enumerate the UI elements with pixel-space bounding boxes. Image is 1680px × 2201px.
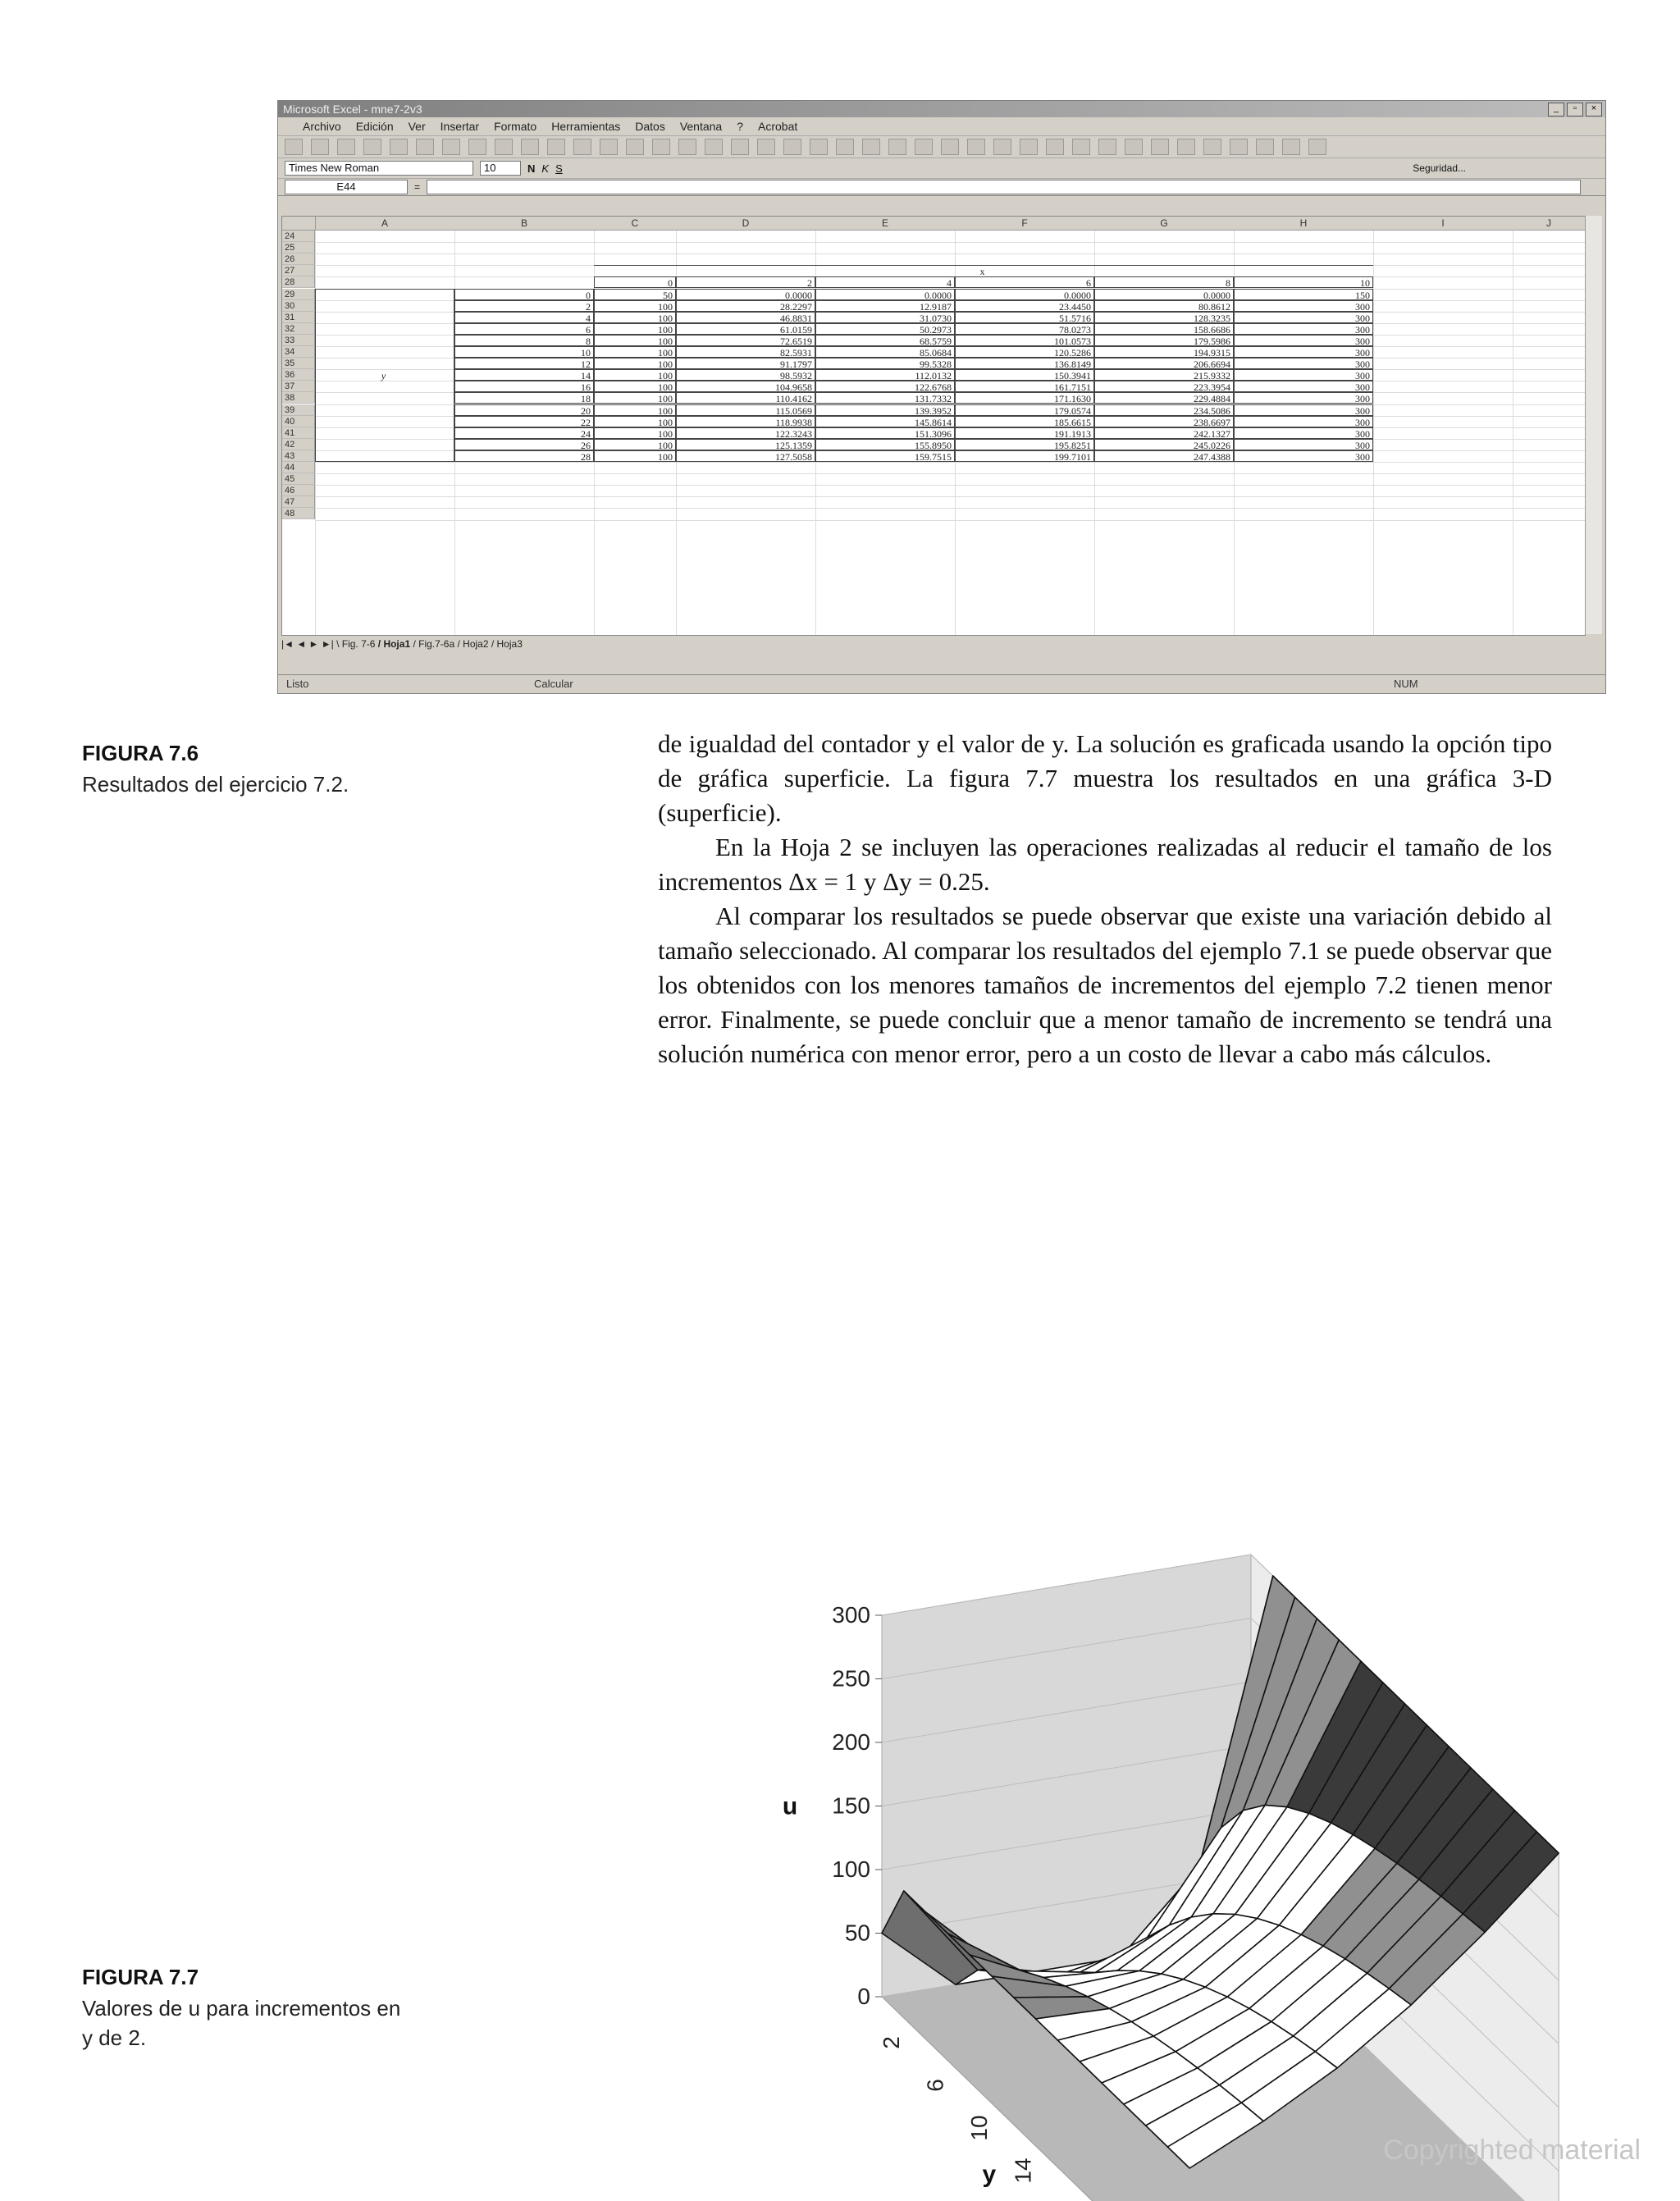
data-cell[interactable]: 112.0132 (815, 369, 955, 381)
data-cell[interactable]: 300 (1234, 404, 1373, 416)
toolbar-button[interactable] (1098, 139, 1116, 155)
toolbar-button[interactable] (783, 139, 801, 155)
status-num: NUM (1394, 678, 1418, 690)
row-header[interactable]: 48 (282, 508, 315, 519)
data-cell[interactable]: 242.1327 (1094, 427, 1234, 439)
menu-item[interactable]: Ver (408, 120, 426, 133)
sheet-tab[interactable]: / Hoja2 (454, 638, 489, 650)
data-cell[interactable]: 28.2297 (676, 300, 815, 312)
toolbar-button[interactable] (705, 139, 723, 155)
column-header[interactable]: C (594, 217, 677, 231)
data-cell[interactable]: 80.8612 (1094, 300, 1234, 312)
column-header[interactable]: H (1234, 217, 1374, 231)
data-cell[interactable]: 195.8251 (955, 439, 1094, 450)
toolbar-button[interactable] (1256, 139, 1274, 155)
toolbar-button[interactable] (337, 139, 355, 155)
data-cell[interactable]: 100 (594, 369, 676, 381)
z-tick-label: 0 (857, 1984, 870, 2009)
data-cell[interactable]: 100 (594, 439, 676, 450)
toolbar-button[interactable] (862, 139, 880, 155)
select-all-corner[interactable] (282, 217, 316, 231)
data-cell[interactable]: 145.8614 (815, 416, 955, 427)
row-header[interactable]: 34 (282, 346, 315, 358)
figure-7-6-label: FIGURA 7.6 (82, 741, 199, 765)
data-cell[interactable]: 215.9332 (1094, 369, 1234, 381)
toolbar-button[interactable] (1230, 139, 1248, 155)
data-cell[interactable]: 100 (594, 312, 676, 323)
paragraph-1: de igualdad del contador y el valor de y. La solución es graficada usando la opción tipo de gráfica superficie. La figura 7.7 muestra los resultados en una gráfica 3-D (superficie). (658, 729, 1552, 827)
format-toolbar (278, 158, 1605, 179)
row-header[interactable]: 46 (282, 485, 315, 496)
data-cell[interactable]: 161.7151 (955, 381, 1094, 392)
z-tick-label: 250 (832, 1665, 870, 1692)
toolbar-button[interactable] (1046, 139, 1064, 155)
data-cell[interactable]: 139.3952 (815, 404, 955, 416)
row-header[interactable]: 24 (282, 231, 315, 242)
y-value-cell[interactable]: 28 (454, 450, 594, 462)
z-tick-label: 300 (832, 1602, 870, 1628)
toolbar-button[interactable] (311, 139, 329, 155)
data-cell[interactable]: 51.5716 (955, 312, 1094, 323)
y-value-cell[interactable]: 10 (454, 346, 594, 358)
status-bar (278, 674, 1605, 693)
toolbar-button[interactable] (468, 139, 486, 155)
sheet-nav-arrows[interactable]: |◄ ◄ ► ►| (281, 638, 337, 650)
data-cell[interactable]: 46.8831 (676, 312, 815, 323)
toolbar-button[interactable] (285, 139, 303, 155)
y-axis-label: y (982, 2161, 997, 2188)
data-cell[interactable]: 300 (1234, 335, 1373, 346)
sheet-tabs (281, 636, 1584, 652)
y-value-cell[interactable]: 4 (454, 312, 594, 323)
row-header[interactable]: 35 (282, 358, 315, 369)
row-header[interactable]: 37 (282, 381, 315, 392)
data-cell[interactable]: 150.3941 (955, 369, 1094, 381)
row-header[interactable]: 36 (282, 369, 315, 381)
y-value-cell[interactable]: 26 (454, 439, 594, 450)
spreadsheet-grid[interactable] (281, 216, 1586, 636)
data-cell[interactable]: 150 (1234, 289, 1373, 300)
data-cell[interactable]: 155.8950 (815, 439, 955, 450)
toolbar-button[interactable] (1125, 139, 1143, 155)
data-cell[interactable]: 300 (1234, 358, 1373, 369)
data-cell[interactable]: 91.1797 (676, 358, 815, 369)
data-cell[interactable]: 223.3954 (1094, 381, 1234, 392)
data-cell[interactable]: 151.3096 (815, 427, 955, 439)
data-cell[interactable]: 191.1913 (955, 427, 1094, 439)
table-x-label: x (594, 265, 1373, 276)
y-value-cell[interactable]: 20 (454, 404, 594, 416)
toolbar-button[interactable] (993, 139, 1011, 155)
formula-input[interactable] (427, 180, 1581, 194)
excel-window-title: Microsoft Excel - mne7-2v3 (283, 103, 422, 116)
excel-screenshot (277, 100, 1606, 694)
data-cell[interactable]: 61.0159 (676, 323, 815, 335)
y-tick-label: 14 (1010, 2158, 1036, 2184)
data-cell[interactable]: 100 (594, 416, 676, 427)
y-value-cell[interactable]: 2 (454, 300, 594, 312)
row-header[interactable]: 47 (282, 496, 315, 508)
row-header[interactable]: 45 (282, 473, 315, 485)
data-cell[interactable]: 159.7515 (815, 450, 955, 462)
data-cell[interactable]: 300 (1234, 392, 1373, 404)
column-header[interactable]: A (315, 217, 455, 231)
data-cell[interactable]: 72.6519 (676, 335, 815, 346)
figure-7-7-label: FIGURA 7.7 (82, 1965, 199, 1989)
row-header[interactable]: 31 (282, 312, 315, 323)
z-tick-label: 200 (832, 1729, 870, 1755)
vertical-scrollbar[interactable] (1585, 216, 1602, 634)
row-header[interactable]: 26 (282, 253, 315, 265)
toolbar-button[interactable] (731, 139, 749, 155)
data-cell[interactable]: 100 (594, 346, 676, 358)
data-cell[interactable]: 110.4162 (676, 392, 815, 404)
row-gridline (315, 496, 1585, 497)
data-cell[interactable]: 206.6694 (1094, 358, 1234, 369)
data-cell[interactable]: 50.2973 (815, 323, 955, 335)
toolbar-button[interactable] (1151, 139, 1169, 155)
toolbar-button[interactable] (836, 139, 854, 155)
bold-button[interactable]: N (527, 162, 536, 175)
data-cell[interactable]: 100 (594, 323, 676, 335)
menu-item[interactable]: Ventana (679, 120, 723, 133)
toolbar-button[interactable] (495, 139, 513, 155)
menu-item[interactable]: Insertar (440, 120, 480, 133)
row-header[interactable]: 32 (282, 323, 315, 335)
data-cell[interactable]: 0.0000 (955, 289, 1094, 300)
excel-title-bar (278, 101, 1605, 117)
status-calculate: Calcular (534, 678, 573, 690)
data-cell[interactable]: 100 (594, 358, 676, 369)
column-header[interactable]: I (1373, 217, 1513, 231)
data-cell[interactable]: 101.0573 (955, 335, 1094, 346)
data-cell[interactable]: 158.6686 (1094, 323, 1234, 335)
data-cell[interactable]: 85.0684 (815, 346, 955, 358)
row-header[interactable]: 29 (282, 289, 315, 300)
toolbar-button[interactable] (1072, 139, 1090, 155)
data-cell[interactable]: 100 (594, 404, 676, 416)
toolbar-button[interactable] (626, 139, 644, 155)
row-header[interactable]: 27 (282, 265, 315, 276)
data-cell[interactable]: 82.5931 (676, 346, 815, 358)
data-cell[interactable]: 100 (594, 381, 676, 392)
column-header[interactable]: E (815, 217, 956, 231)
menu-item[interactable]: Acrobat (758, 120, 798, 133)
font-name-select[interactable]: Times New Roman (285, 161, 473, 176)
toolbar-button[interactable] (652, 139, 670, 155)
data-cell[interactable]: 31.0730 (815, 312, 955, 323)
security-button[interactable]: Seguridad... (1413, 162, 1466, 174)
data-cell[interactable]: 300 (1234, 450, 1373, 462)
row-header[interactable]: 42 (282, 439, 315, 450)
data-cell[interactable]: 122.6768 (815, 381, 955, 392)
copyright-notice: Copyrighted material (1383, 2135, 1641, 2166)
data-cell[interactable]: 300 (1234, 416, 1373, 427)
sheet-tab[interactable]: \ Fig. 7-6 (336, 638, 376, 650)
status-ready: Listo (286, 678, 309, 690)
x-header-cell[interactable]: 6 (955, 276, 1094, 288)
y-tick-label: 2 (878, 2036, 904, 2049)
data-cell[interactable]: 171.1630 (955, 392, 1094, 404)
data-cell[interactable]: 234.5086 (1094, 404, 1234, 416)
data-cell[interactable]: 120.5286 (955, 346, 1094, 358)
body-text (658, 727, 1552, 1071)
menu-item[interactable]: Archivo (303, 120, 341, 133)
x-header-cell[interactable]: 4 (815, 276, 955, 288)
z-axis-label: u (782, 1792, 798, 1820)
toolbar-button[interactable] (1177, 139, 1195, 155)
row-header[interactable]: 33 (282, 335, 315, 346)
data-cell[interactable]: 100 (594, 392, 676, 404)
minimize-icon[interactable]: _ (1548, 103, 1564, 116)
formula-equals[interactable]: = (414, 181, 421, 193)
data-cell[interactable]: 100 (594, 450, 676, 462)
toolbar-button[interactable] (941, 139, 959, 155)
row-header[interactable]: 40 (282, 416, 315, 427)
row-header[interactable]: 44 (282, 462, 315, 473)
row-header[interactable]: 25 (282, 242, 315, 253)
y-value-cell[interactable]: 12 (454, 358, 594, 369)
column-header[interactable]: F (955, 217, 1095, 231)
figure-7-7-caption-line1: Valores de u para incrementos en (82, 1996, 401, 2021)
figure-7-7-caption-line2: y de 2. (82, 2025, 147, 2050)
data-cell[interactable]: 300 (1234, 381, 1373, 392)
data-cell[interactable]: 136.8149 (955, 358, 1094, 369)
data-cell[interactable]: 247.4388 (1094, 450, 1234, 462)
data-cell[interactable]: 300 (1234, 300, 1373, 312)
data-cell[interactable]: 245.0226 (1094, 439, 1234, 450)
sheet-tab[interactable]: / Hoja3 (488, 638, 523, 650)
x-header-cell[interactable]: 2 (676, 276, 815, 288)
data-cell[interactable]: 122.3243 (676, 427, 815, 439)
y-tick-label: 6 (922, 2079, 948, 2092)
x-header-cell[interactable]: 0 (594, 276, 676, 288)
column-header[interactable]: G (1094, 217, 1235, 231)
data-cell[interactable]: 0.0000 (815, 289, 955, 300)
row-gridline (315, 508, 1585, 509)
data-cell[interactable]: 128.3235 (1094, 312, 1234, 323)
toolbar-button[interactable] (1203, 139, 1221, 155)
data-cell[interactable]: 104.9658 (676, 381, 815, 392)
y-value-cell[interactable]: 24 (454, 427, 594, 439)
excel-menu-bar (278, 117, 1605, 136)
data-cell[interactable]: 78.0273 (955, 323, 1094, 335)
data-cell[interactable]: 100 (594, 300, 676, 312)
y-value-cell[interactable]: 0 (454, 289, 594, 300)
y-value-cell[interactable]: 6 (454, 323, 594, 335)
data-cell[interactable]: 12.9187 (815, 300, 955, 312)
row-header[interactable]: 28 (282, 276, 315, 288)
data-cell[interactable]: 300 (1234, 427, 1373, 439)
formula-bar (278, 179, 1605, 196)
row-gridline (315, 253, 1585, 254)
toolbar-button[interactable] (1308, 139, 1326, 155)
data-cell[interactable]: 300 (1234, 369, 1373, 381)
data-cell[interactable]: 0.0000 (676, 289, 815, 300)
sheet-tab[interactable]: / Fig.7-6a (410, 638, 455, 650)
figure-7-6-caption: Resultados del ejercicio 7.2. (82, 772, 349, 797)
column-header[interactable]: J (1513, 217, 1586, 231)
toolbar-button[interactable] (521, 139, 539, 155)
toolbar-button[interactable] (915, 139, 933, 155)
y-tick-label: 10 (966, 2115, 992, 2141)
underline-button[interactable]: S (555, 162, 563, 175)
sheet-tab[interactable]: / Hoja1 (375, 638, 411, 650)
name-box[interactable]: E44 (285, 180, 408, 194)
toolbar-button[interactable] (390, 139, 408, 155)
row-gridline (315, 242, 1585, 243)
data-cell[interactable]: 100 (594, 427, 676, 439)
standard-toolbar (278, 136, 1605, 158)
data-cell[interactable]: 127.5058 (676, 450, 815, 462)
row-header[interactable]: 39 (282, 404, 315, 416)
toolbar-button[interactable] (1020, 139, 1038, 155)
toolbar-button[interactable] (442, 139, 460, 155)
data-cell[interactable]: 115.0569 (676, 404, 815, 416)
italic-button[interactable]: K (541, 162, 550, 175)
column-gridline (1373, 231, 1374, 635)
data-cell[interactable]: 185.6615 (955, 416, 1094, 427)
data-cell[interactable]: 23.4450 (955, 300, 1094, 312)
data-cell[interactable]: 0.0000 (1094, 289, 1234, 300)
data-cell[interactable]: 50 (594, 289, 676, 300)
x-header-cell[interactable]: 10 (1234, 276, 1373, 288)
toolbar-button[interactable] (600, 139, 618, 155)
toolbar-button[interactable] (967, 139, 985, 155)
menu-item[interactable]: Formato (494, 120, 537, 133)
font-size-select[interactable]: 10 (480, 161, 521, 176)
data-cell[interactable]: 98.5932 (676, 369, 815, 381)
data-cell[interactable]: 100 (594, 335, 676, 346)
z-tick-label: 150 (832, 1792, 870, 1819)
row-header[interactable]: 41 (282, 427, 315, 439)
menu-item[interactable]: ? (737, 120, 744, 133)
data-cell[interactable]: 300 (1234, 439, 1373, 450)
y-value-cell[interactable]: 16 (454, 381, 594, 392)
data-cell[interactable]: 131.7332 (815, 392, 955, 404)
data-cell[interactable]: 300 (1234, 346, 1373, 358)
y-value-cell[interactable]: 14 (454, 369, 594, 381)
toolbar-button[interactable] (678, 139, 696, 155)
data-cell[interactable]: 199.7101 (955, 450, 1094, 462)
data-cell[interactable]: 99.5328 (815, 358, 955, 369)
data-cell[interactable]: 179.5986 (1094, 335, 1234, 346)
row-header[interactable]: 30 (282, 300, 315, 312)
data-cell[interactable]: 179.0574 (955, 404, 1094, 416)
row-header[interactable]: 38 (282, 392, 315, 404)
row-gridline (315, 520, 1585, 521)
y-value-cell[interactable]: 18 (454, 392, 594, 404)
y-value-cell[interactable]: 22 (454, 416, 594, 427)
toolbar-button[interactable] (363, 139, 381, 155)
paragraph-2: En la Hoja 2 se incluyen las operaciones realizadas al reducir el tamaño de los incrementos Δx = 1 y Δy = 0.25. (658, 833, 1552, 896)
data-cell[interactable]: 238.6697 (1094, 416, 1234, 427)
menu-item[interactable]: Edición (355, 120, 394, 133)
data-cell[interactable]: 300 (1234, 323, 1373, 335)
z-tick-label: 100 (832, 1856, 870, 1882)
data-cell[interactable]: 68.5759 (815, 335, 955, 346)
toolbar-button[interactable] (757, 139, 775, 155)
toolbar-button[interactable] (573, 139, 591, 155)
restore-icon[interactable]: ▫ (1567, 103, 1583, 116)
row-header[interactable]: 43 (282, 450, 315, 462)
data-cell[interactable]: 229.4884 (1094, 392, 1234, 404)
row-gridline (315, 473, 1585, 474)
toolbar-button[interactable] (810, 139, 828, 155)
toolbar-button[interactable] (888, 139, 906, 155)
toolbar-button[interactable] (1282, 139, 1300, 155)
close-icon[interactable]: × (1586, 103, 1602, 116)
table-y-label: y (315, 289, 454, 463)
column-header[interactable]: B (454, 217, 595, 231)
column-header[interactable]: D (676, 217, 816, 231)
toolbar-button[interactable] (416, 139, 434, 155)
paragraph-3: Al comparar los resultados se puede observar que existe una variación debido al tamaño seleccionado. Al comparar los resultados del ejemplo 7.1 se puede observar que los obtenidos con los menores tamaños de incrementos del ejemplo 7.2 tienen menor error. Finalmente, se puede concluir que a menor tamaño de incremento se tendrá una solución numérica con menor error, pero a un costo de llevar a cabo más cálculos. (658, 902, 1552, 1068)
data-cell[interactable]: 125.1359 (676, 439, 815, 450)
menu-item[interactable]: Datos (635, 120, 665, 133)
data-cell[interactable]: 118.9938 (676, 416, 815, 427)
menu-item[interactable]: Herramientas (551, 120, 621, 133)
x-header-cell[interactable]: 8 (1094, 276, 1234, 288)
toolbar-button[interactable] (547, 139, 565, 155)
y-value-cell[interactable]: 8 (454, 335, 594, 346)
data-cell[interactable]: 300 (1234, 312, 1373, 323)
data-cell[interactable]: 194.9315 (1094, 346, 1234, 358)
row-gridline (315, 485, 1585, 486)
z-tick-label: 50 (844, 1920, 870, 1946)
